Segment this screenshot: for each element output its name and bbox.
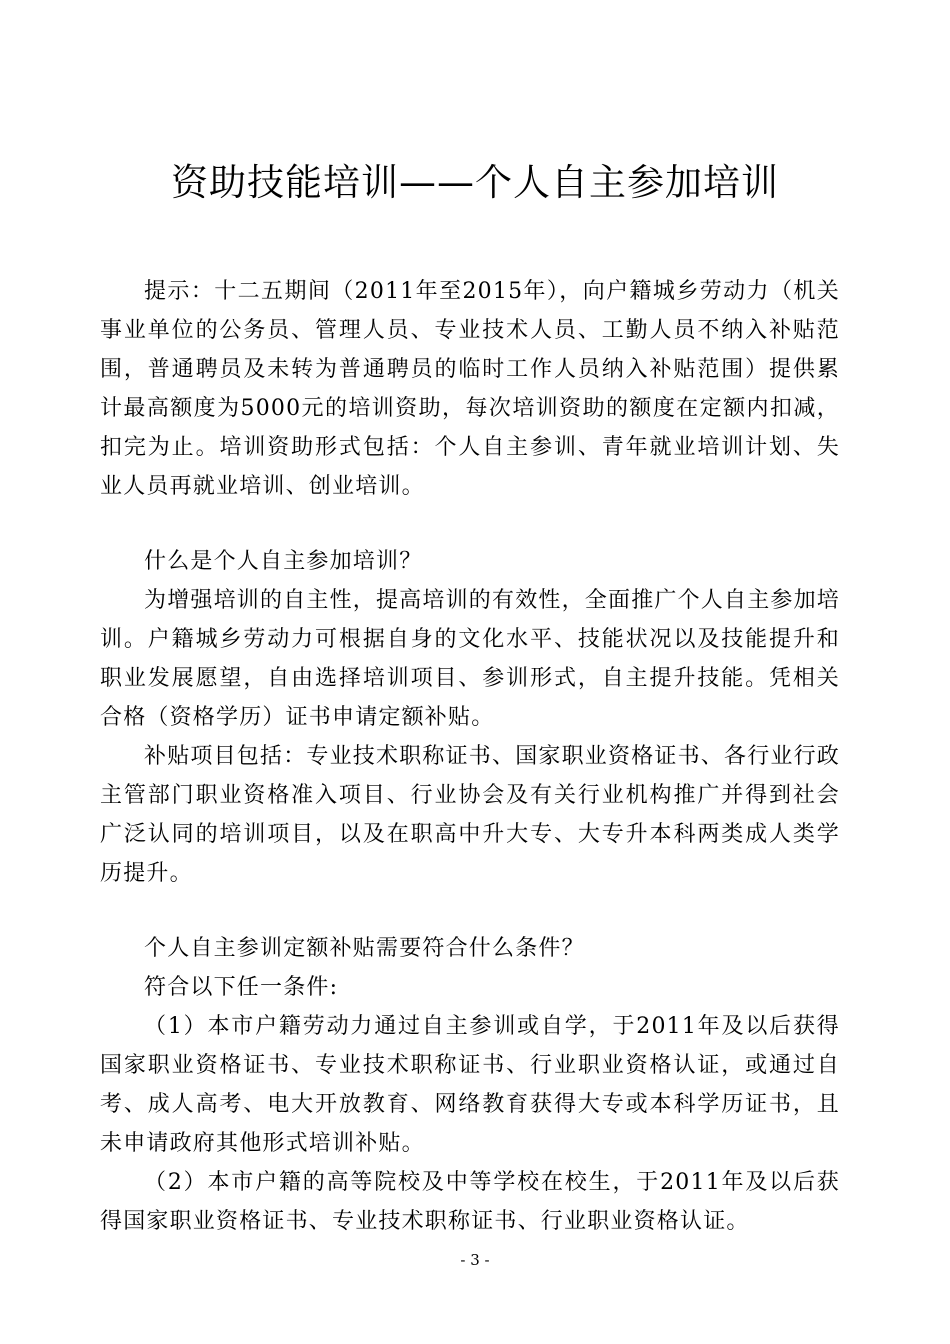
what-is-paragraph: 为增强培训的自主性，提高培训的有效性，全面推广个人自主参加培训。户籍城乡劳动力可根据自身的文化水平、技能状况以及技能提升和职业发展愿望，自由选择培训项目、参训形式，自主提升技能。凭相关合格（资格学历）证书申请定额补贴。 xyxy=(100,588,841,730)
condition-item-2: （2）本市户籍的高等院校及中等学校在校生，于2011年及以后获得国家职业资格证书、专业技术职称证书、行业职业资格认证。 xyxy=(100,1170,840,1234)
conditions-intro: 符合以下任一条件: xyxy=(144,975,339,1000)
section-gap xyxy=(100,893,840,929)
section-heading-what-is: 什么是个人自主参加培训？ xyxy=(144,549,423,574)
section-gap xyxy=(100,506,840,542)
subsidy-items-paragraph: 补贴项目包括：专业技术职称证书、国家职业资格证书、各行业行政主管部门职业资格准入项目、行业协会及有关行业机构推广并得到社会广泛认同的培训项目，以及在职高中升大专、大专升本科两类成人类学历提升。 xyxy=(100,744,841,886)
page-title: 资助技能培训——个人自主参加培训 xyxy=(171,161,779,204)
condition-item-1: （1）本市户籍劳动力通过自主参训或自学，于2011年及以后获得国家职业资格证书、专业技术职称证书、行业职业资格认证，或通过自考、成人高考、电大开放教育、网络教育获得大专或本科学历证书，且未申请政府其他形式培训补贴。 xyxy=(100,1014,840,1156)
tip-paragraph: 提示：十二五期间（2011年至2015年），向户籍城乡劳动力（机关事业单位的公务员、管理人员、专业技术人员、工勤人员不纳入补贴范围，普通聘员及未转为普通聘员的临时工作人员纳入补贴范围）提供累计最高额度为5000元的培训资助，每次培训资助的额度在定额内扣减，扣完为止。培训资助形式包括：个人自主参训、青年就业培训计划、失业人员再就业培训、创业培训。 xyxy=(100,279,840,499)
page-number: - 3 - xyxy=(460,1251,490,1269)
section-heading-conditions: 个人自主参训定额补贴需要符合什么条件？ xyxy=(144,936,585,961)
document-body xyxy=(100,272,840,1241)
